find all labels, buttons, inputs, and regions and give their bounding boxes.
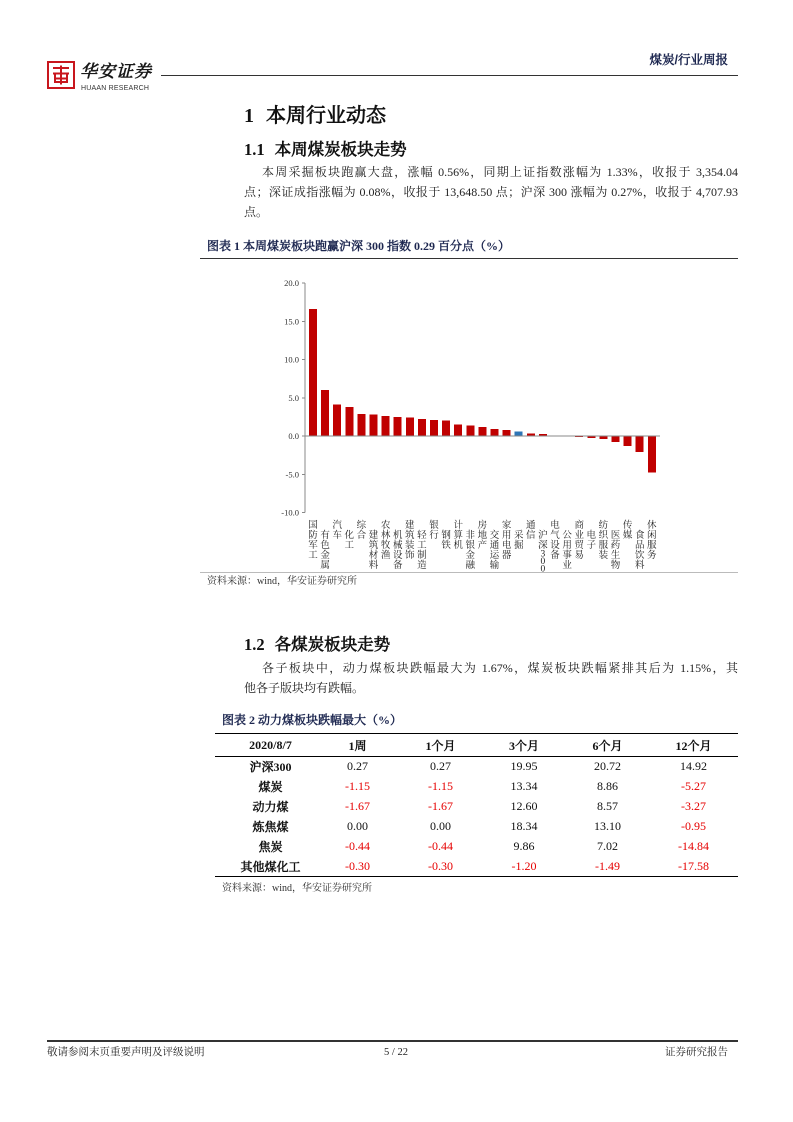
- section-number: 1: [244, 105, 254, 127]
- table-row: [215, 757, 738, 777]
- table-cell: -0.44: [428, 839, 453, 853]
- chart-bar: [357, 414, 365, 436]
- row-label: 焦炭: [258, 840, 283, 854]
- chart-bar: [442, 421, 450, 436]
- table-cell: -17.58: [649, 857, 738, 877]
- x-tick-label: 机械设备: [392, 531, 403, 571]
- x-tick-label: 休闲服务: [647, 521, 657, 561]
- x-tick-label: 公用事业: [562, 531, 572, 571]
- table-cell: -0.30: [399, 857, 482, 877]
- table-header-cell: 3个月: [482, 734, 566, 757]
- chart-bar: [406, 418, 414, 436]
- chart-bar: [345, 407, 353, 436]
- brand-name-english: HUAAN RESEARCH: [81, 85, 150, 92]
- x-tick-label: 汽车: [332, 521, 342, 541]
- x-tick-label: 电气设备: [550, 521, 560, 561]
- paragraph-line: 他各子版块均有跌幅。: [244, 681, 365, 695]
- x-tick-label: 农林牧渔: [380, 521, 391, 561]
- chart-bar: [478, 427, 486, 436]
- table-row: [215, 837, 738, 857]
- x-tick-label: 非银金融: [465, 531, 476, 571]
- chart-bar: [430, 420, 438, 436]
- table-cell: -1.20: [482, 857, 566, 877]
- chart-bar: [370, 415, 378, 436]
- table-cell: -1.67: [345, 799, 370, 813]
- y-tick-label: -5.0: [285, 469, 299, 480]
- brand-name: 华安证券: [80, 62, 152, 81]
- chart-bar: [394, 417, 402, 436]
- x-tick-label: 家用电器: [501, 521, 512, 561]
- caption-divider: [200, 258, 738, 259]
- table-cell: -1.49: [566, 857, 649, 877]
- row-label: 炼焦煤: [252, 820, 289, 834]
- table-cell: 0.27: [430, 759, 451, 774]
- page-number: 5 / 22: [384, 1047, 408, 1058]
- table-cell: 8.57: [597, 799, 618, 813]
- x-tick-label: 银行: [429, 521, 439, 541]
- chart-bar: [491, 429, 499, 436]
- table-cell: 13.10: [594, 819, 621, 833]
- table-header-cell: 1个月: [399, 734, 482, 757]
- y-tick-label: 10.0: [284, 354, 299, 365]
- table-cell: -14.84: [678, 839, 709, 853]
- table-cell: -1.15: [345, 779, 370, 793]
- section-title: 本周行业动态: [266, 105, 386, 127]
- y-tick-label: 0.0: [288, 431, 299, 441]
- subsection-title: 各煤炭板块走势: [274, 635, 391, 654]
- paragraph-line: 各子板块中，动力煤板块跌幅最大为 1.67%，煤炭板块跌幅紧排其后为 1.15%，其: [262, 661, 738, 675]
- chart-bar: [382, 416, 390, 436]
- table-header-cell: 1周: [316, 734, 399, 757]
- chart-bar: [515, 432, 523, 436]
- chart-bar: [454, 425, 462, 436]
- table-cell: 0.27: [347, 759, 368, 774]
- subsection-heading: [244, 139, 407, 161]
- x-tick-label: 传媒: [622, 521, 633, 541]
- table-cell: 0.00: [347, 819, 368, 833]
- row-label: 其他煤化工: [215, 857, 316, 877]
- huaan-logo-icon: [47, 61, 75, 89]
- figure-caption: 图表 1 本周煤炭板块跑赢沪深 300 指数 0.29 百分点（%）: [207, 239, 511, 253]
- table-cell: -0.30: [316, 857, 399, 877]
- section-heading: [244, 103, 386, 129]
- table-cell: -1.67: [428, 799, 453, 813]
- x-tick-label: 建筑材料: [368, 531, 379, 571]
- x-tick-label: 沪深 3 0 0: [538, 531, 548, 572]
- chart-bar: [624, 436, 632, 446]
- row-label: 沪深300: [249, 760, 292, 775]
- figure-source: 资料来源：wind，华安证券研究所: [207, 576, 357, 587]
- chart-bar: [333, 405, 341, 436]
- chart-bar: [321, 390, 329, 436]
- table-header-cell: 2020/8/7: [215, 734, 316, 757]
- subsection-title: 本周煤炭板块走势: [274, 140, 407, 159]
- x-tick-label: 商业贸易: [574, 521, 584, 561]
- x-tick-label: 综合: [356, 521, 367, 541]
- chart-bar: [309, 309, 317, 436]
- header-divider: [161, 75, 738, 76]
- x-tick-label: 食品饮料: [634, 531, 645, 571]
- table-header-row: [215, 734, 738, 757]
- x-tick-label: 采掘: [513, 531, 524, 551]
- chart-bar: [636, 436, 644, 452]
- x-tick-label: 通信: [526, 521, 536, 541]
- x-tick-label: 交通运输: [489, 531, 500, 571]
- table-cell: 8.86: [597, 779, 618, 793]
- x-tick-label: 医药生物: [610, 531, 621, 571]
- table-cell: 19.95: [510, 759, 538, 774]
- chart-bottom-border: [200, 572, 738, 573]
- table-row: [215, 857, 738, 877]
- x-tick-label: 电子: [586, 531, 597, 551]
- subsection-number: 1.1: [244, 140, 265, 159]
- table-cell: 13.34: [510, 779, 538, 793]
- subsection-number: 1.2: [244, 635, 265, 654]
- table-row: [215, 777, 738, 797]
- table-source: 资料来源：wind，华安证券研究所: [222, 883, 372, 894]
- x-tick-label: 纺织服装: [598, 521, 609, 561]
- x-tick-label: 国防军工: [308, 521, 318, 561]
- x-tick-label: 化工: [344, 531, 355, 551]
- data-table: [215, 733, 738, 877]
- y-tick-label: 5.0: [288, 392, 299, 403]
- table-cell: 18.34: [510, 819, 538, 833]
- bar-chart: [200, 272, 738, 572]
- footer-disclaimer: 敬请参阅末页重要声明及评级说明: [47, 1047, 205, 1058]
- x-tick-label: 计算机: [453, 521, 463, 551]
- y-tick-label: 20.0: [284, 278, 299, 288]
- paragraph-line: 本周采掘板块跑赢大盘，涨幅 0.56%，同期上证指数涨幅为 1.33%，收报于 3,354.04: [262, 165, 738, 179]
- table-header-cell: 12个月: [649, 734, 738, 757]
- x-tick-label: 房地产: [477, 521, 488, 551]
- table-row: [215, 817, 738, 837]
- table-caption: 图表 2 动力煤板块跌幅最大（%）: [222, 713, 403, 727]
- chart-bar: [612, 436, 620, 442]
- table-row: [215, 797, 738, 817]
- table-cell: -1.15: [428, 779, 453, 793]
- paragraph-line: 点；深证成指涨幅为 0.08%，收报于 13,648.50 点；沪深 300 涨幅为 0.27%，收报于 4,707.93: [244, 185, 738, 199]
- report-category: 煤炭/行业周报: [649, 53, 728, 67]
- table-cell: 14.92: [680, 759, 707, 774]
- paragraph-line: 点。: [244, 205, 269, 219]
- chart-bar: [503, 430, 511, 436]
- subsection-heading: [244, 634, 390, 656]
- table-cell: -0.95: [681, 819, 706, 833]
- table-cell: -5.27: [681, 779, 706, 793]
- x-tick-label: 有色金属: [320, 531, 330, 571]
- x-tick-label: 建筑装饰: [405, 521, 415, 561]
- row-label: 煤炭: [258, 780, 283, 794]
- paragraph: [244, 162, 738, 222]
- y-tick-label: -10.0: [281, 507, 299, 518]
- x-tick-label: 轻工制造: [417, 531, 427, 571]
- footer-divider: [47, 1040, 738, 1042]
- table-cell: 7.02: [597, 839, 618, 853]
- table-cell: 12.60: [510, 799, 538, 813]
- table-header-cell: 6个月: [566, 734, 649, 757]
- chart-bar: [466, 425, 474, 436]
- chart-bar: [648, 436, 656, 473]
- footer-report-type: 证券研究报告: [665, 1047, 728, 1058]
- x-tick-label: 钢铁: [441, 531, 451, 551]
- table-cell: 9.86: [513, 839, 535, 853]
- chart-bar: [418, 419, 426, 436]
- table-cell: 20.72: [594, 759, 621, 774]
- row-label: 动力煤: [252, 800, 289, 814]
- y-tick-label: 15.0: [284, 316, 299, 327]
- table-cell: 0.00: [430, 819, 451, 833]
- paragraph: [244, 658, 738, 698]
- table-cell: -3.27: [681, 799, 706, 813]
- table-cell: -0.44: [345, 839, 370, 853]
